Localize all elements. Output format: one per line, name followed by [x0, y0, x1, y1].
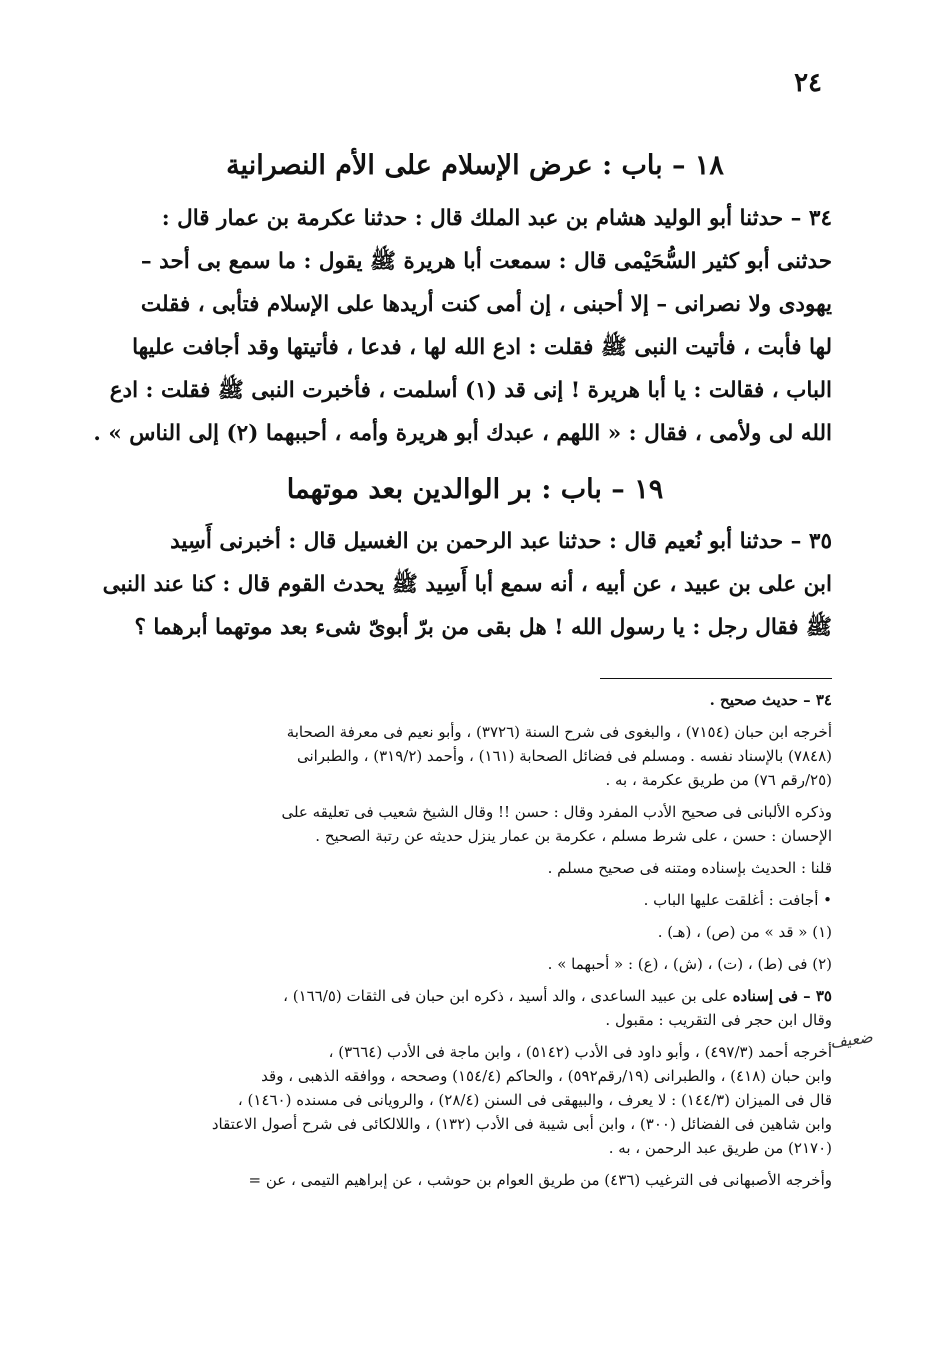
hadith-35-text [102, 520, 832, 649]
hadith-34-line: الباب ، فقالت : يا أبا هريرة ! إنى قد (١) أسلمت ، فأخبرت النبى ﷺ فقلت : ادع [109, 378, 832, 403]
hadith-34-line: لها فأبت ، فأتيت النبى ﷺ فقلت : ادع الله لها ، فدعا ، فأتيتها وقد أجافت عليها [132, 335, 832, 360]
note-34-takhrij-line: (٢٥/رقم ٧٦) من طريق عكرمة ، به . [605, 771, 832, 789]
hadith-35-line: ﷺ فقال رجل : يا رسول الله ! هل بقى من برّ أبوىّ شىء بعد موتهما أبرهما ؟ [134, 615, 832, 640]
note-34-gloss: • أجافت : أغلقت عليها الباب . [643, 891, 832, 909]
note-34-heading: ٣٤ – حديث صحيح . [709, 691, 832, 709]
hadith-34-line: يهودى ولا نصرانى – إلا أحبنى ، إن أمى كنت أريدها على الإسلام فتأبى ، فقلت [140, 292, 832, 317]
note-34-albani-line: وذكره الألبانى فى صحيح الأدب المفرد وقال : حسن !! وقال الشيخ شعيب فى تعليقه على [281, 803, 832, 821]
note-34-verdict: قلنا : الحديث بإسناده ومتنه فى صحيح مسلم . [547, 859, 832, 877]
footnote-separator [600, 678, 832, 679]
hadith-34-line: حدثنى أبو كثير السُّحَيْمى قال : سمعت أبا هريرة ﷺ يقول : ما سمع بى أحد – [140, 249, 832, 274]
hadith-34-text [93, 197, 832, 455]
chapter-19-title: ١٩ – باب : بر الوالدين بعد موتهما [286, 474, 664, 505]
note-35-isnad [120, 984, 832, 1008]
note-35-isnad-line: وقال ابن حجر فى التقريب : مقبول . [605, 1011, 832, 1029]
footnotes [120, 688, 832, 1192]
chapter-18-title: ١٨ – باب : عرض الإسلام على الأم النصرانية [226, 150, 724, 181]
note-35-label: ٣٥ – فى إسناده [732, 987, 832, 1005]
note-34-albani-line: الإحسان : حسن ، على شرط مسلم ، عكرمة بن عمار ينزل حديثه عن رتبة الصحيح . [315, 827, 832, 845]
note-35-takhrij-line: وابن حبان (٤١٨) ، والطبرانى (١٩/رقم٥٩٢) ، والحاكم (١٥٤/٤) وصححه ، ووافقه الذهبى ، وقد [261, 1067, 832, 1085]
note-35-takhrij-line: أخرجه أحمد (٤٩٧/٣) ، وأبو داود فى الأدب (٥١٤٢) ، وابن ماجة فى الأدب (٣٦٦٤) ، [328, 1043, 832, 1061]
note-34-takhrij-line: أخرجه ابن حبان (٧١٥٤) ، والبغوى فى شرح السنة (٣٧٢٦) ، وأبو نعيم فى معرفة الصحابة [286, 723, 832, 741]
note-35-takhrij-line: وابن شاهين فى الفضائل (٣٠٠) ، وابن أبى شيبة فى الأدب (١٣٢) ، واللالكائى فى شرح أصول الاعتقاد [211, 1115, 832, 1133]
hadith-34-line: ٣٤ – حدثنا أبو الوليد هشام بن عبد الملك قال : حدثنا عكرمة بن عمار قال : [161, 206, 832, 231]
note-35-isnad-rest: على بن عبيد الساعدى ، والد أسيد ، ذكره ابن حبان فى الثقات (١٦٦/٥) ، [283, 987, 733, 1005]
page-number: ٢٤ [794, 68, 822, 98]
note-35-last-line: وأخرجه الأصبهانى فى الترغيب (٤٣٦) من طريق العوام بن حوشب ، عن إبراهيم التيمى ، عن = [248, 1171, 832, 1189]
note-35-takhrij-line: (٢١٧٠) من طريق عبد الرحمن ، به . [608, 1139, 832, 1157]
note-34-takhrij-line: (٧٨٤٨) بالإسناد نفسه . ومسلم فى فضائل الصحابة (١٦١) ، وأحمد (٣١٩/٢) ، والطبرانى [296, 747, 832, 765]
variant-note-2: (٢) فى (ط) ، (ت) ، (ش) ، (ع) : « أحبهما » . [547, 955, 832, 973]
variant-note-1: (١) « قد » من (ص) ، (هـ) . [657, 923, 832, 941]
hadith-34-line: الله لى ولأمى ، فقال : « اللهم ، عبدك أبو هريرة وأمه ، أحببهما (٢) إلى الناس » . [93, 421, 832, 446]
hadith-35-line: ٣٥ – حدثنا أبو نُعيم قال : حدثنا عبد الرحمن بن الغسيل قال : أخبرنى أَسِيد [170, 529, 832, 554]
note-35-takhrij-line: قال فى الميزان (١٤٤/٣) : لا يعرف ، والبيهقى فى السنن (٢٨/٤) ، والرويانى فى مسنده (١٤٦٠) ، [237, 1091, 832, 1109]
handwritten-margin-note: ضعيف [828, 1027, 874, 1052]
hadith-35-line: ابن على بن عبيد ، عن أبيه ، أنه سمع أبا أَسِيد ﷺ يحدث القوم قال : كنا عند النبى [102, 572, 832, 597]
